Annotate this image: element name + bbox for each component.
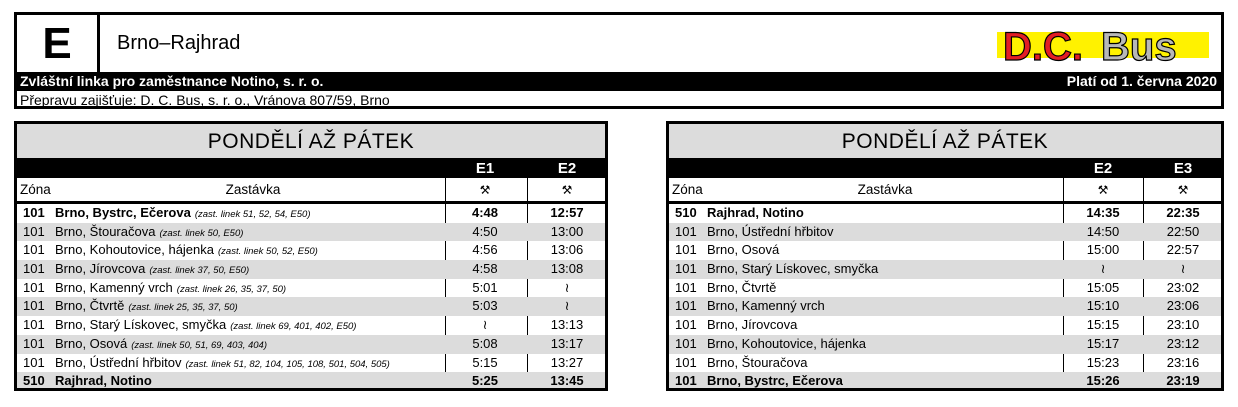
stop-name: Brno, Bystrc, Ečerova bbox=[707, 373, 843, 389]
stop-name: Brno, Čtvrtě bbox=[707, 279, 777, 295]
stop-name: Brno, Ústřední hřbitov bbox=[707, 223, 834, 239]
zone-number: 101 bbox=[675, 242, 697, 258]
header-bar bbox=[17, 72, 1221, 91]
stop-name: Brno, Bystrc, Ečerova bbox=[55, 205, 191, 220]
stop-name-cell bbox=[707, 204, 804, 223]
departure-time: 5:25 bbox=[471, 373, 499, 389]
departure-time: 22:35 bbox=[1166, 205, 1200, 220]
table-row bbox=[669, 372, 1221, 391]
departure-time: 13:17 bbox=[550, 335, 584, 351]
stop-name: Brno, Kohoutovice, hájenka bbox=[707, 335, 866, 351]
departure-time: 15:05 bbox=[1086, 279, 1120, 295]
departure-time: 15:10 bbox=[1086, 298, 1120, 314]
departure-time: ≀ bbox=[1180, 261, 1186, 277]
stop-header: Zastávka bbox=[225, 182, 281, 197]
departure-time: 13:13 bbox=[550, 317, 584, 333]
stop-name: Brno, Kamenný vrch bbox=[55, 279, 173, 295]
departure-time: 15:15 bbox=[1086, 317, 1120, 333]
table-row bbox=[669, 223, 1221, 242]
timetable-weekday-return bbox=[666, 121, 1224, 391]
table-row bbox=[669, 204, 1221, 223]
stop-name-cell bbox=[707, 372, 843, 391]
departure-time: ≀ bbox=[564, 298, 570, 314]
column-headers bbox=[17, 178, 605, 204]
departure-time: 23:02 bbox=[1166, 279, 1200, 295]
departure-time: 4:58 bbox=[472, 261, 498, 277]
departure-time: 14:35 bbox=[1086, 205, 1120, 220]
table-row bbox=[669, 241, 1221, 260]
trip-numbers-bar bbox=[669, 158, 1221, 178]
stop-rows bbox=[17, 204, 605, 391]
stop-name-cell bbox=[55, 372, 152, 391]
stop-name: Brno, Štouračova bbox=[55, 223, 156, 239]
stop-name-cell bbox=[707, 297, 825, 316]
stop-name: Brno, Jírovcova bbox=[55, 261, 146, 277]
stop-name-cell bbox=[55, 241, 318, 262]
stop-name-cell bbox=[55, 223, 243, 244]
zone-number: 101 bbox=[23, 279, 45, 295]
stop-connection-note: (zast. linek 26, 35, 37, 50) bbox=[176, 283, 287, 295]
stop-connection-note: (zast. linek 37, 50, E50) bbox=[149, 265, 250, 277]
stop-connection-note: (zast. linek 51, 52, 54, E50) bbox=[194, 209, 311, 220]
departure-time: ≀ bbox=[482, 317, 488, 333]
stop-name: Brno, Ústřední hřbitov bbox=[55, 354, 182, 370]
dc-bus-logo bbox=[997, 23, 1209, 65]
table-row bbox=[669, 335, 1221, 354]
table-row bbox=[669, 316, 1221, 335]
stop-rows bbox=[669, 204, 1221, 391]
stop-name-cell bbox=[55, 279, 286, 300]
stop-name: Brno, Osová bbox=[707, 242, 780, 258]
stop-connection-note: (zast. linek 69, 401, 402, E50) bbox=[230, 321, 357, 333]
table-title: PONDĚLÍ AŽ PÁTEK bbox=[669, 124, 1221, 158]
workday-symbol: ⚒ bbox=[1177, 183, 1189, 197]
departure-time: 15:17 bbox=[1086, 335, 1120, 351]
table-row bbox=[17, 204, 605, 223]
departure-time: 15:26 bbox=[1086, 373, 1120, 389]
zone-number: 101 bbox=[675, 261, 697, 277]
table-row bbox=[669, 260, 1221, 279]
valid-from: Platí od 1. června 2020 bbox=[1066, 73, 1217, 89]
trip-number: E3 bbox=[1173, 160, 1193, 177]
line-subtitle: Zvláštní linka pro zaměstnance Notino, s. r. o. bbox=[20, 73, 324, 89]
stop-connection-note: (zast. linek 51, 82, 104, 105, 108, 501, 504, 505) bbox=[185, 358, 390, 370]
workday-symbol: ⚒ bbox=[561, 183, 573, 197]
departure-time: 5:03 bbox=[472, 298, 498, 314]
departure-time: 22:50 bbox=[1166, 223, 1200, 239]
stop-name-cell bbox=[55, 316, 356, 337]
stop-name-cell bbox=[55, 354, 390, 375]
table-row bbox=[669, 279, 1221, 298]
departure-time: 4:50 bbox=[472, 223, 498, 239]
departure-time: 23:10 bbox=[1166, 317, 1200, 333]
stop-name-cell bbox=[707, 335, 866, 354]
stop-name: Brno, Starý Lískovec, smyčka bbox=[55, 317, 227, 333]
stop-name: Brno, Starý Lískovec, smyčka bbox=[707, 261, 879, 277]
zone-number: 101 bbox=[675, 279, 697, 295]
zone-number: 101 bbox=[675, 298, 697, 314]
workday-symbol: ⚒ bbox=[1097, 183, 1109, 197]
trip-number: E1 bbox=[475, 160, 495, 177]
departure-time: 15:23 bbox=[1086, 354, 1120, 370]
zone-number: 101 bbox=[23, 317, 45, 333]
table-row bbox=[17, 297, 605, 316]
table-row bbox=[17, 241, 605, 260]
departure-time: 13:45 bbox=[550, 373, 584, 389]
departure-time: 13:27 bbox=[550, 354, 584, 370]
logo-dc: D.C. bbox=[1003, 25, 1083, 65]
departure-time: 4:48 bbox=[471, 205, 499, 220]
table-row bbox=[17, 316, 605, 335]
departure-time: 5:01 bbox=[472, 279, 498, 295]
zone-header: Zóna bbox=[672, 182, 703, 197]
trip-numbers-bar bbox=[17, 158, 605, 178]
departure-time: ≀ bbox=[564, 279, 570, 295]
zone-number: 101 bbox=[23, 335, 45, 351]
departure-time: 12:57 bbox=[550, 205, 584, 220]
stop-name: Rajhrad, Notino bbox=[55, 373, 152, 389]
departure-time: 23:06 bbox=[1166, 298, 1200, 314]
stop-name-cell bbox=[707, 223, 833, 242]
stop-name-cell bbox=[707, 241, 779, 260]
departure-time: 22:57 bbox=[1166, 242, 1200, 258]
stop-name-cell bbox=[55, 297, 238, 318]
table-row bbox=[17, 372, 605, 391]
stop-name: Brno, Kohoutovice, hájenka bbox=[55, 242, 214, 258]
departure-time: 13:00 bbox=[550, 223, 584, 239]
zone-header: Zóna bbox=[20, 182, 51, 197]
zone-number: 101 bbox=[23, 354, 45, 370]
zone-number: 101 bbox=[23, 261, 45, 277]
departure-time: 5:08 bbox=[472, 335, 498, 351]
zone-number: 101 bbox=[23, 298, 45, 314]
zone-number: 101 bbox=[23, 223, 45, 239]
stop-name: Brno, Kamenný vrch bbox=[707, 298, 825, 314]
logo-bus: Bus bbox=[1101, 25, 1177, 65]
stop-name: Brno, Čtvrtě bbox=[55, 298, 125, 314]
departure-time: 14:50 bbox=[1086, 223, 1120, 239]
table-row bbox=[17, 335, 605, 354]
stop-name-cell bbox=[707, 354, 807, 373]
departure-time: 13:06 bbox=[550, 242, 584, 258]
zone-number: 101 bbox=[675, 223, 697, 239]
table-row bbox=[17, 223, 605, 242]
zone-number: 101 bbox=[23, 242, 45, 258]
departure-time: 15:00 bbox=[1086, 242, 1120, 258]
stop-name-cell bbox=[707, 260, 878, 279]
trip-number: E2 bbox=[1093, 160, 1113, 177]
line-letter: E bbox=[17, 15, 100, 72]
stop-connection-note: (zast. linek 50, 52, E50) bbox=[218, 246, 318, 258]
stop-name-cell bbox=[55, 204, 311, 225]
header-top bbox=[17, 15, 1221, 72]
trip-number: E2 bbox=[557, 160, 577, 177]
stop-connection-note: (zast. linek 25, 35, 37, 50) bbox=[128, 302, 238, 314]
stop-connection-note: (zast. linek 50, 51, 69, 403, 404) bbox=[131, 339, 267, 351]
table-row bbox=[17, 279, 605, 298]
table-row bbox=[669, 297, 1221, 316]
departure-time: 23:16 bbox=[1166, 354, 1200, 370]
table-row bbox=[669, 354, 1221, 373]
column-headers bbox=[669, 178, 1221, 204]
timetable-weekday-outbound bbox=[14, 121, 608, 391]
zone-number: 101 bbox=[675, 373, 697, 389]
workday-symbol: ⚒ bbox=[479, 183, 491, 197]
route-name: Brno–Rajhrad bbox=[117, 32, 241, 54]
zone-number: 510 bbox=[23, 373, 45, 389]
zone-number: 510 bbox=[675, 205, 697, 220]
departure-time: 13:08 bbox=[550, 261, 584, 277]
departure-time: 4:56 bbox=[472, 242, 498, 258]
zone-number: 101 bbox=[23, 205, 45, 220]
zone-number: 101 bbox=[675, 335, 697, 351]
operator-note: Přepravu zajišťuje: D. C. Bus, s. r. o., Vránova 807/59, Brno bbox=[20, 92, 390, 108]
stop-name: Rajhrad, Notino bbox=[707, 205, 804, 220]
stop-connection-note: (zast. linek 50, E50) bbox=[159, 227, 244, 239]
zone-number: 101 bbox=[675, 354, 697, 370]
stop-name: Brno, Osová bbox=[55, 335, 128, 351]
zone-number: 101 bbox=[675, 317, 697, 333]
table-title: PONDĚLÍ AŽ PÁTEK bbox=[17, 124, 605, 158]
departure-time: 23:19 bbox=[1166, 373, 1200, 389]
stop-name-cell bbox=[707, 279, 776, 298]
departure-time: ≀ bbox=[1100, 261, 1106, 277]
departure-time: 23:12 bbox=[1166, 335, 1200, 351]
departure-time: 5:15 bbox=[472, 354, 498, 370]
stop-name-cell bbox=[55, 260, 249, 281]
table-row bbox=[17, 354, 605, 373]
stop-name: Brno, Štouračova bbox=[707, 354, 808, 370]
table-row bbox=[17, 260, 605, 279]
stop-name-cell bbox=[55, 335, 267, 356]
stop-name-cell bbox=[707, 316, 797, 335]
stop-name: Brno, Jírovcova bbox=[707, 317, 798, 333]
timetable-header bbox=[14, 12, 1224, 109]
stop-header: Zastávka bbox=[857, 182, 913, 197]
